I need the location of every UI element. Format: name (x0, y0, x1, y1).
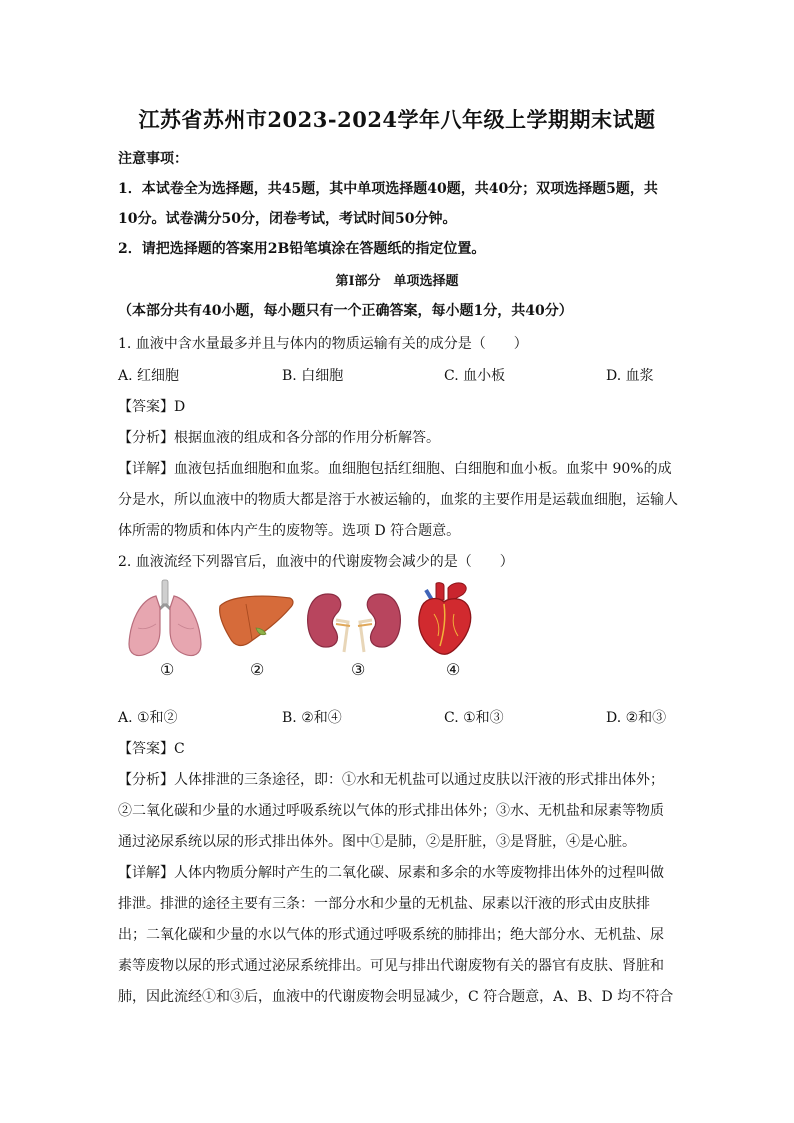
q2-option-c: C. ①和③ (444, 710, 504, 726)
q1-stem: 1. 血液中含水量最多并且与体内的物质运输有关的成分是（ ） (118, 336, 528, 352)
part1-description: （本部分共有40小题，每小题只有一个正确答案，每小题1分，共40分） (118, 303, 573, 319)
q1-detail-line-2: 分是水，所以血液中的物质大都是溶于水被运输的，血浆的主要作用是运载血细胞，运输人 (118, 492, 678, 508)
q1-detail-line-1: 【详解】血液包括血细胞和血浆。血细胞包括红细胞、白细胞和血小板。血浆中 90%的成 (118, 461, 672, 477)
q1-detail-line-3: 体所需的物质和体内产生的废物等。选项 D 符合题意。 (118, 523, 461, 539)
page-title: 江苏省苏州市2023-2024学年八年级上学期期末试题 (138, 107, 656, 132)
q2-option-b: B. ②和④ (282, 710, 342, 726)
part1-heading: 第Ⅰ部分 单项选择题 (335, 274, 459, 289)
notice-item-1-line-2: 10分。试卷满分50分，闭卷考试，考试时间50分钟。 (118, 211, 457, 227)
q2-analysis-line-2: ②二氧化碳和少量的水通过呼吸系统以气体的形式排出体外；③水、无机盐和尿素等物质 (118, 803, 664, 819)
organ-label-1: ① (160, 660, 175, 679)
notice-heading: 注意事项： (118, 151, 188, 167)
q2-detail-line-1: 【详解】人体内物质分解时产生的二氧化碳、尿素和多余的水等废物排出体外的过程叫做 (118, 865, 664, 881)
organ-label-2: ② (250, 660, 265, 679)
q2-analysis-line-1: 【分析】人体排泄的三条途径，即：①水和无机盐可以通过皮肤以汗液的形式排出体外； (118, 772, 664, 788)
organ-label-4: ④ (446, 660, 461, 679)
q2-detail-line-4: 素等废物以尿的形式通过泌尿系统排出。可见与排出代谢废物有关的器官有皮肤、肾脏和 (118, 958, 664, 974)
q2-analysis-line-3: 通过泌尿系统以尿的形式排出体外。图中①是肺，②是肝脏，③是肾脏，④是心脏。 (118, 834, 636, 850)
kidneys-icon (304, 590, 404, 656)
organ-label-3: ③ (351, 660, 366, 679)
lungs-icon (126, 578, 204, 660)
q2-detail-line-3: 出；二氧化碳和少量的水以气体的形式通过呼吸系统的肺排出；绝大部分水、无机盐、尿 (118, 927, 664, 943)
q2-option-a: A. ①和② (118, 710, 178, 726)
q1-analysis: 【分析】根据血液的组成和各分部的作用分析解答。 (118, 430, 440, 446)
notice-item-2: 2．请把选择题的答案用2B铅笔填涂在答题纸的指定位置。 (118, 241, 486, 257)
q2-detail-line-2: 排泄。排泄的途径主要有三条：一部分水和少量的无机盐、尿素以汗液的形式由皮肤排 (118, 896, 650, 912)
q2-stem: 2. 血液流经下列器官后，血液中的代谢废物会减少的是（ ） (118, 554, 514, 570)
heart-icon (414, 580, 476, 658)
liver-icon (216, 592, 296, 650)
notice-item-1-line-1: 1．本试卷全为选择题，共45题，其中单项选择题40题，共40分；双项选择题5题，共 (118, 181, 658, 197)
q1-option-a: A. 红细胞 (118, 368, 180, 384)
q2-option-d: D. ②和③ (606, 710, 667, 726)
q2-detail-line-5: 肺，因此流经①和③后，血液中的代谢废物会明显减少，C 符合题意，A、B、D 均不符合 (118, 989, 674, 1005)
q1-option-c: C. 血小板 (444, 368, 506, 384)
q1-answer: 【答案】D (118, 399, 186, 415)
q2-answer: 【答案】C (118, 741, 185, 757)
q1-option-d: D. 血浆 (606, 368, 654, 384)
q1-option-b: B. 白细胞 (282, 368, 344, 384)
